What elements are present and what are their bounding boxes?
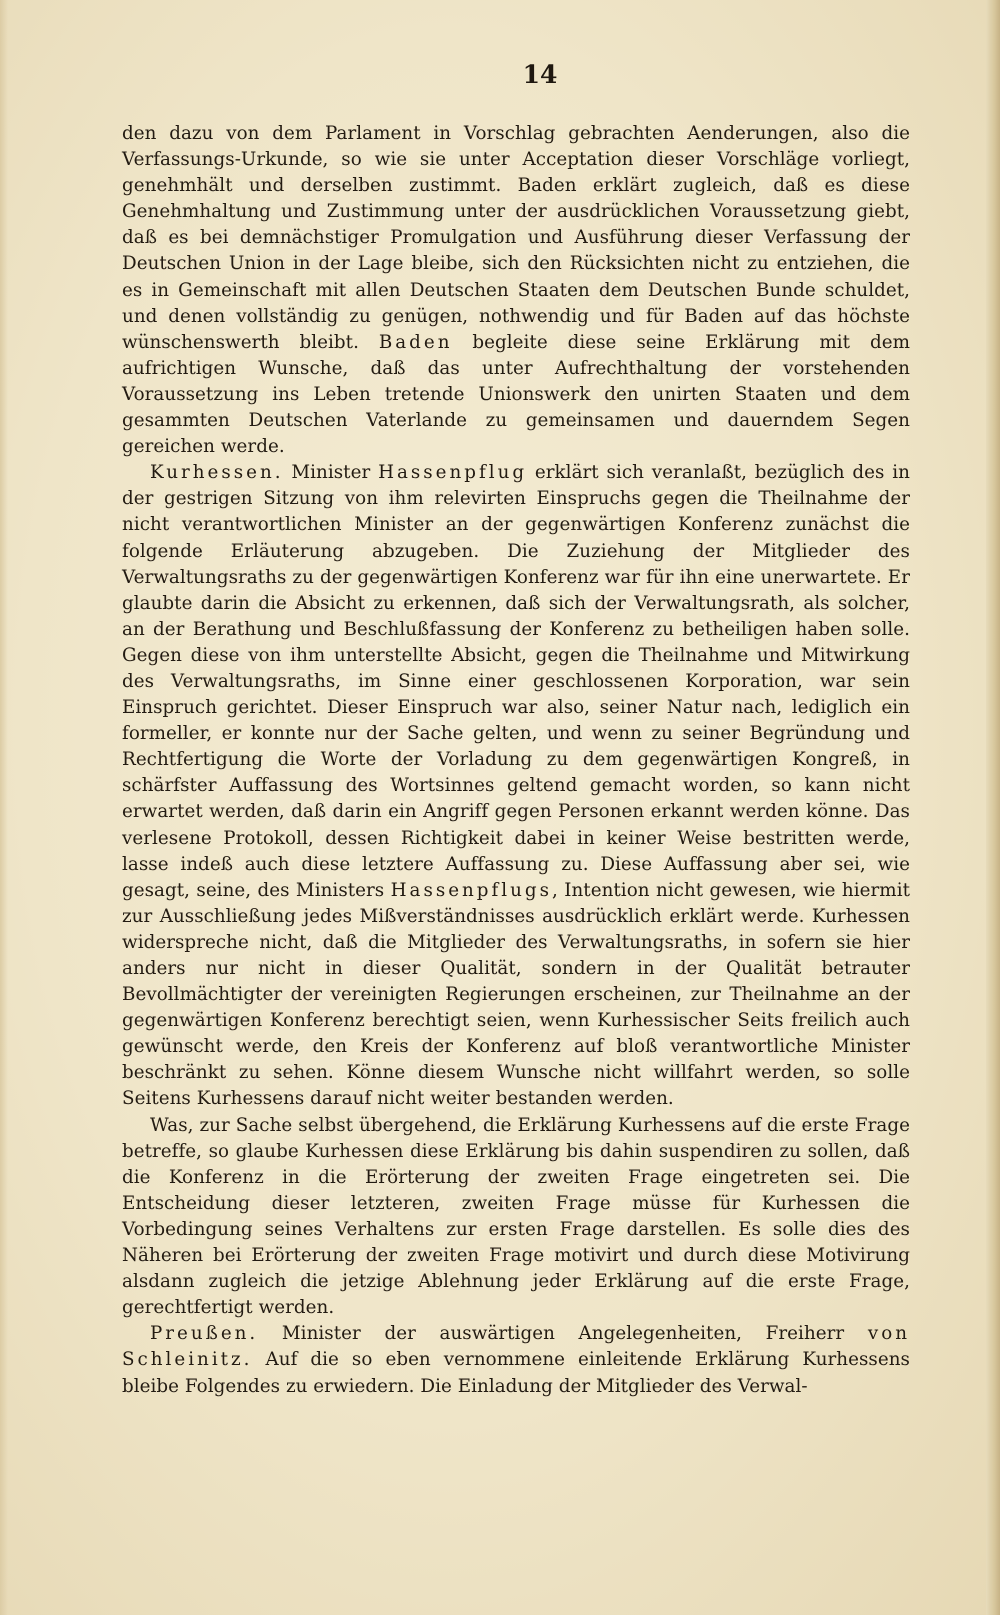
page-number: 14	[522, 60, 558, 89]
spaced-name: Preußen.	[150, 1323, 259, 1345]
text-run: Auf die so eben vernommene einleitende Erklärung Kurhessens bleibe Folgendes zu erwiedern. Die Einladung der Mitglieder des Verwal-	[122, 1349, 910, 1397]
spaced-name: Kurhessen.	[150, 462, 284, 484]
text-run: Was, zur Sache selbst übergehend, die Erklärung Kurhessens auf die erste Frage betreffe, so glaube Kurhessen diese Erklärung bis dahin suspendiren zu sollen, daß die Konferenz in die Erörterung der zweiten Frage eingetreten sei. Die Entscheidung dieser letzteren, zweiten Frage müsse für Kurhessen die Vorbedingung seines Verhaltens zur ersten Frage darstellen. Es solle dies des Näheren bei Erörterung der zweiten Frage motivirt und durch diese Motivirung alsdann zugleich die jetzige Ablehnung jeder Erklärung auf die erste Frage, gerechtfertigt werden.	[122, 1114, 910, 1319]
spaced-name: Hassenpflug	[378, 462, 528, 484]
page-gutter-shadow	[0, 0, 8, 1615]
paragraph	[122, 121, 910, 460]
spaced-name: von Schleinitz.	[122, 1323, 910, 1371]
paragraph	[122, 1113, 910, 1322]
paragraph	[122, 1321, 910, 1399]
text-run: erklärt sich veranlaßt, bezüglich des in der gestrigen Sitzung von ihm relevirten Einspruchs gegen die Theilnahme der nicht verantwortlichen Minister an der gegenwärtigen Konferenz zunächst die folgende Erläuterung abzugeben. Die Zuziehung der Mitglieder des Verwaltungsraths zu der gegenwärtigen Konferenz war für ihn eine unerwartete. Er glaubte darin die Absicht zu erkennen, daß sich der Verwaltungsrath, als solcher, an der Berathung und Beschlußfassung der Konferenz zu betheiligen haben solle. Gegen diese von ihm unterstellte Absicht, gegen die Theilnahme und Mitwirkung des Verwaltungsraths, im Sinne einer geschlossenen Korporation, war sein Einspruch gerichtet. Dieser Einspruch war also, seiner Natur nach, lediglich ein formeller, er konnte nur der Sache gelten, und wenn zu seiner Begründung und Rechtfertigung die Worte der Vorladung zu dem gegenwärtigen Kongreß, in schärfster Auffassung des Wortsinnes geltend gemacht worden, so kann nicht erwartet werden, daß darin ein Angriff gegen Personen erkannt werden könne. Das verlesene Protokoll, dessen Richtigkeit dabei in keiner Weise bestritten werde, lasse indeß auch diese letztere Auffassung zu. Diese Auffassung aber sei, wie gesagt, seine, des Ministers	[122, 462, 910, 901]
spaced-name: Baden	[378, 331, 453, 353]
page-edge	[986, 0, 1000, 1615]
paragraph	[122, 460, 910, 1112]
text-run: begleite diese seine Erklärung mit dem aufrichtigen Wunsche, daß das unter Aufrechthaltung der vorstehenden Voraussetzung ins Leben tretende Unionswerk den unirten Staaten und dem gesammten Deutschen Vaterlande zu gemeinsamen und dauerndem Segen gereichen werde.	[122, 331, 910, 458]
spaced-name: Hassenpflugs	[390, 879, 552, 901]
text-run: Minister der auswärtigen Angelegenheiten, Freiherr	[258, 1323, 868, 1345]
text-body	[122, 121, 910, 1400]
text-run: den dazu von dem Parlament in Vorschlag gebrachten Aenderungen, also die Verfassungs-Urkunde, so wie sie unter Acceptation dieser Vorschläge vorliegt, genehmhält und derselben zustimmt. Baden erklärt zugleich, daß es diese Genehmhaltung und Zustimmung unter der ausdrücklichen Voraussetzung giebt, daß es bei demnächstiger Promulgation und Ausführung dieser Verfassung der Deutschen Union in der Lage bleibe, sich den Rücksichten nicht zu entziehen, die es in Gemeinschaft mit allen Deutschen Staaten dem Deutschen Bunde schuldet, und denen vollständig zu genügen, nothwendig und für Baden auf das höchste wünschenswerth bleibt.	[122, 123, 910, 353]
text-run: , Intention nicht gewesen, wie hiermit zur Ausschließung jedes Mißverständnisses ausdrücklich erklärt werde. Kurhessen widerspreche nicht, daß die Mitglieder des Verwaltungsraths, in sofern sie hier anders nur nicht in dieser Qualität, sondern in der Qualität betrauter Bevollmächtigter der vereinigten Regierungen erscheinen, zur Theilnahme an der gegenwärtigen Konferenz berechtigt seien, wenn Kurhessischer Seits freilich auch gewünscht werde, den Kreis der Konferenz auf bloß verantwortliche Minister beschränkt zu sehen. Könne diesem Wunsche nicht willfahrt werden, so solle Seitens Kurhessens darauf nicht weiter bestanden werden.	[122, 879, 910, 1110]
text-run: Minister	[283, 462, 379, 484]
